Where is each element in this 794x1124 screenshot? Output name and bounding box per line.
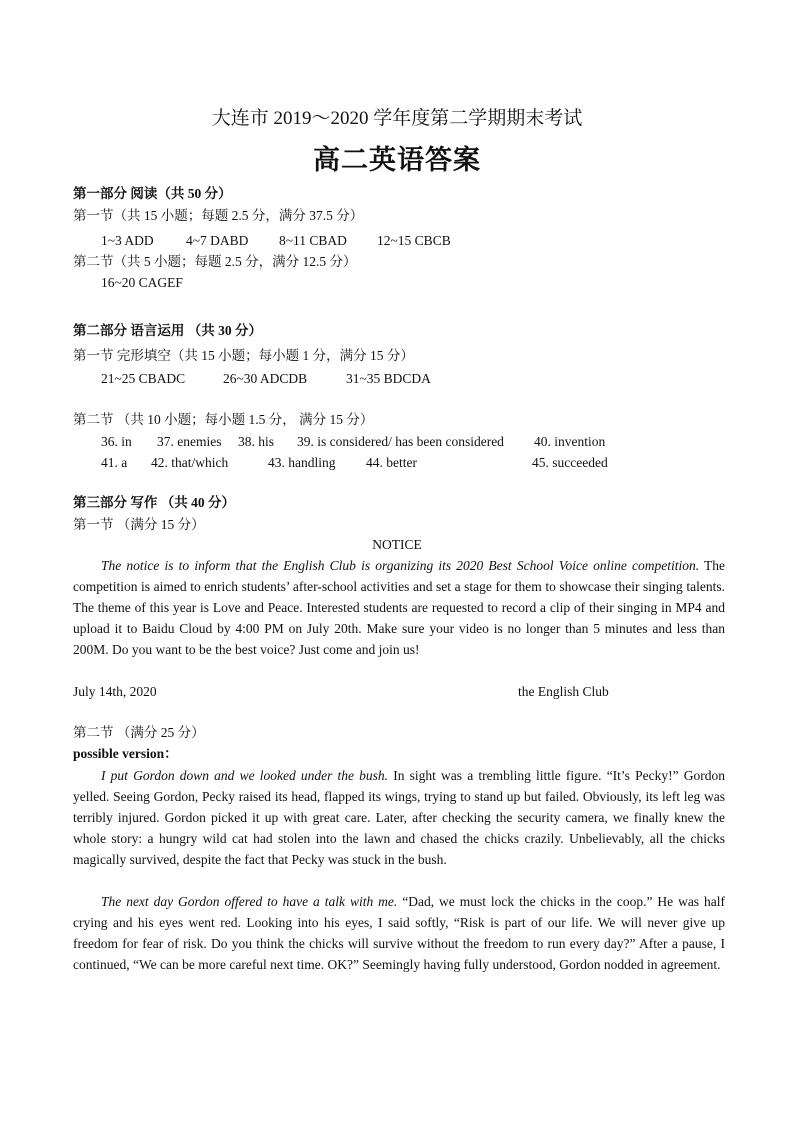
- answer-item: 36. in: [101, 434, 132, 449]
- part1-heading: 第一部分 阅读（共 50 分）: [73, 186, 232, 201]
- notice-body: The competition is aimed to enrich students’ after-school activities and set a stage for them to showcase their singing talents. The theme of this year is Love and Peace. Interested students are requested to record a clip of their singing in MP4 and upload it to Baidu Cloud by 4:00 PM on July 20th. Make sure your video is no longer than 5 minutes and less than 200M. Do you want to be the best voice? Just come and join us!: [73, 558, 726, 657]
- story-p2-body: “Dad, we must lock the chicks in the coop.” He was half crying and his eyes went red. Looking into his eyes, I said softly, “Risk is part of our life. We will never give up freedom for fear of risk. Do you think the chicks will survive without the freedom to run every day?” After a pause, I continued, “We can be more careful next time. OK?” Seemingly having fully understood, Gordon nodded in agreement.: [73, 894, 725, 972]
- notice-lead: The notice is to inform that the English Club is organizing its 2020 Best School Voice online competition.: [101, 558, 700, 573]
- answer-item: 39. is considered/ has been considered: [297, 434, 504, 449]
- answer-group: 4~7 DABD: [186, 233, 249, 248]
- part3-heading: 第三部分 写作 （共 40 分）: [73, 495, 235, 510]
- answer-item: 43. handling: [268, 455, 336, 470]
- answer-item: 42. that/which: [151, 455, 229, 470]
- notice-paragraph: [73, 555, 725, 660]
- answer-item: 38. his: [238, 434, 275, 449]
- answer-item: 41. a: [101, 455, 128, 470]
- answer-item: 40. invention: [534, 434, 606, 449]
- part1-section1-heading: 第一节（共 15 小题；每题 2.5 分，满分 37.5 分）: [73, 208, 364, 223]
- exam-title: 大连市 2019～2020 学年度第二学期期末考试: [211, 108, 583, 129]
- part3-section2-heading: 第二节 （满分 25 分）: [73, 725, 205, 740]
- story-paragraph-1: [73, 765, 725, 870]
- story-p1-body: In sight was a trembling little figure. “It’s Pecky!” Gordon yelled. Seeing Gordon, Pecky raised its head, flapped its wings, trying to stand up but failed. Obviously, its left leg was terribly injured. Gordon picked it up with great care. Later, after checking the security camera, we finally knew the whole story: a hungry wild cat had stolen into the lawn and chased the chicks crazily. Unbelievably, all the chicks magically survived, despite the fact that Pecky was stuck in the bush.: [73, 768, 725, 867]
- story-p1-lead: I put Gordon down and we looked under the bush.: [101, 768, 389, 783]
- answer-group: 21~25 CBADC: [101, 371, 186, 386]
- answer-item: 37. enemies: [157, 434, 222, 449]
- part2-section2-heading: 第二节 （共 10 小题；每小题 1.5 分， 满分 15 分）: [73, 412, 374, 427]
- answer-item: 45. succeeded: [532, 455, 608, 470]
- story-p2-lead: The next day Gordon offered to have a talk with me.: [101, 894, 398, 909]
- answer-item: 44. better: [366, 455, 417, 470]
- part2-heading: 第二部分 语言运用 （共 30 分）: [73, 323, 262, 338]
- answer-group: 31~35 BDCDA: [346, 371, 431, 386]
- answer-group: 1~3 ADD: [101, 233, 154, 248]
- part2-section1-heading: 第一节 完形填空（共 15 小题；每小题 1 分，满分 15 分）: [73, 348, 414, 363]
- notice-title: NOTICE: [372, 537, 422, 552]
- answer-group: 26~30 ADCDB: [223, 371, 308, 386]
- answer-group: 12~15 CBCB: [377, 233, 451, 248]
- answer-group: 16~20 CAGEF: [101, 275, 183, 290]
- notice-signature: the English Club: [518, 684, 609, 699]
- part3-section1-heading: 第一节 （满分 15 分）: [73, 517, 205, 532]
- answer-group: 8~11 CBAD: [279, 233, 347, 248]
- version-label: possible version：: [73, 746, 178, 761]
- part1-section2-heading: 第二节（共 5 小题；每题 2.5 分，满分 12.5 分）: [73, 254, 357, 269]
- page-title: 高二英语答案: [313, 145, 481, 175]
- notice-date: July 14th, 2020: [73, 684, 157, 699]
- story-paragraph-2: [73, 891, 725, 975]
